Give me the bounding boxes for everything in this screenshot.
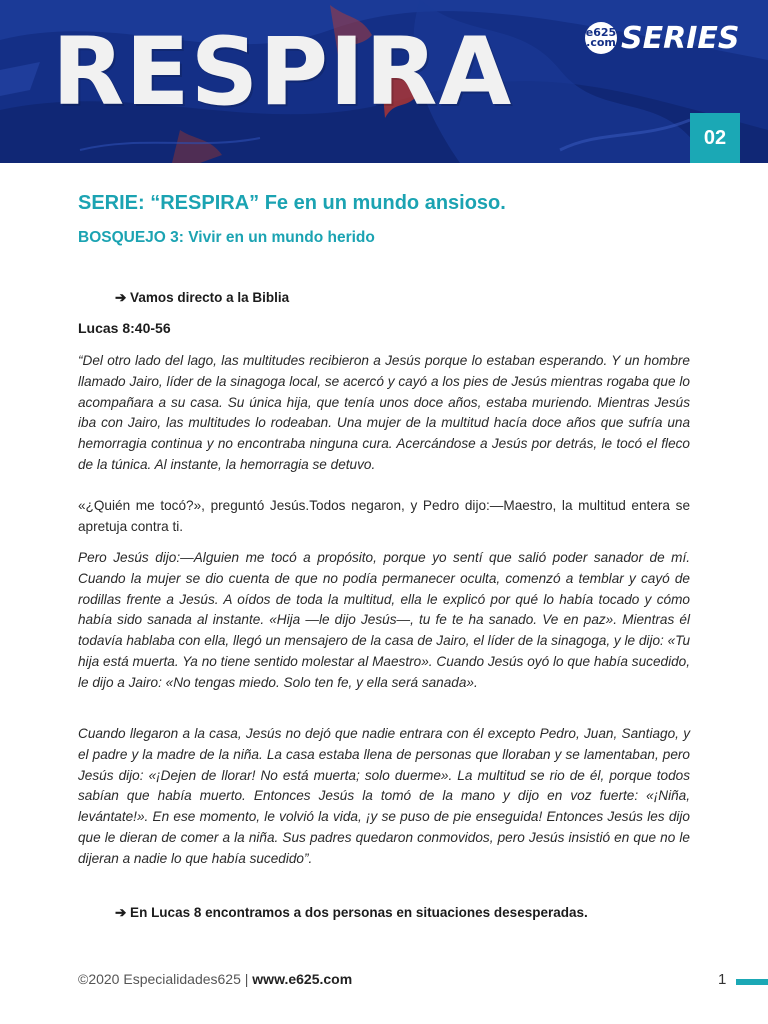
website-link[interactable]: www.e625.com [252, 971, 353, 987]
copyright-text: ©2020 Especialidades625 | [78, 971, 253, 987]
scripture-reference: Lucas 8:40-56 [78, 320, 171, 336]
scripture-paragraph-2: «¿Quién me tocó?», preguntó Jesús.Todos negaron, y Pedro dijo:—Maestro, la multitud entera se apretuja contra ti. [78, 498, 690, 534]
e625-logo: e625 .com [585, 22, 617, 54]
scripture-paragraph-4: Cuando llegaron a la casa, Jesús no dejó que nadie entrara con él excepto Pedro, Juan, Santiago, y el padre y la madre de la niña. La casa estaba llena de personas que lloraban y se lamentaban, pero Jesús dijo: «¡Dejen de llorar! No está muerta; solo duerme». La multitud se rio de él, porque todos sabían que había muerto. Entonces Jesús la tomó de la mano y dijo en voz fuerte: «¡Niña, levántate!». En ese momento, le volvió la vida, ¡y se puso de pie enseguida! Entonces Jesús les dijo que le dieran de comer a la niña. Sus padres quedaron conmovidos, pero Jesús insistió en que no le dijeran a nadie lo que había sucedido”. [78, 726, 690, 866]
page-accent-bar [736, 979, 768, 985]
banner-title: RESPIRA [52, 18, 513, 127]
bible-heading: ➔ Vamos directo a la Biblia [115, 290, 290, 305]
scripture-paragraph-1: “Del otro lado del lago, las multitudes recibieron a Jesús porque lo estaban esperando. Y un hombre llamado Jairo, líder de la sinagoga local, se acercó y cayó a los pies de Jesús mientras rogaba que lo acompañara a su casa. Su única hija, que tenía unos doce años, estaba muriendo. Mientras Jesús iba con Jairo, las multitudes lo rodeaban. Una mujer de la multitud hacía doce años que sufría una hemorragia continua y no encontraba ninguna cura. Acercándose a Jesús por detrás, le tocó el fleco de la túnica. Al instante, la hemorragia se detuvo. [78, 353, 690, 472]
header-banner [0, 0, 768, 163]
serie-title: SERIE: “RESPIRA” Fe en un mundo ansioso. [78, 192, 506, 214]
page-number: 1 [718, 971, 727, 988]
brand[interactable] [585, 20, 739, 56]
footer-credits [78, 971, 352, 987]
brand-series-label: SERIES [621, 20, 740, 56]
episode-badge: 02 [690, 113, 740, 163]
lucas-heading: ➔ En Lucas 8 encontramos a dos personas en situaciones desesperadas. [115, 905, 588, 920]
bosquejo-subtitle: BOSQUEJO 3: Vivir en un mundo herido [78, 229, 375, 246]
scripture-paragraph-3: Pero Jesús dijo:—Alguien me tocó a propósito, porque yo sentí que salió poder sanador de mí. Cuando la mujer se dio cuenta de que no podía permanecer oculta, comenzó a temblar y cayó de rodillas frente a Jesús. A oídos de toda la multitud, ella le explicó por qué lo había tocado y cómo había sido sanada al instante. «Hija —le dijo Jesús—, tu fe te ha sanado. Ve en paz». Mientras él todavía hablaba con ella, llegó un mensajero de la casa de Jairo, el líder de la sinagoga, y le dijo: «Tu hija está muerta. Ya no tiene sentido molestar al Maestro». Cuando Jesús oyó lo que había sucedido, le dijo a Jairo: «No tengas miedo. Solo ten fe, y ella será sanada». [78, 550, 690, 690]
